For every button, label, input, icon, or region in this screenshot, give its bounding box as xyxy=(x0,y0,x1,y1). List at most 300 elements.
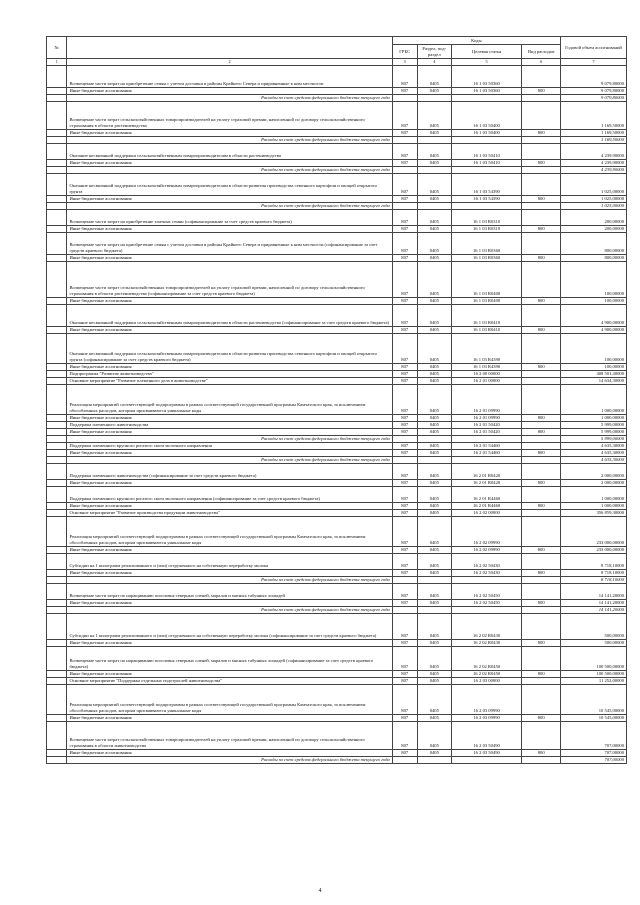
cell-vid xyxy=(522,334,561,364)
cell-vid xyxy=(522,487,561,503)
cell-vid xyxy=(522,577,561,584)
cell-razdel: 0405 xyxy=(417,327,451,334)
cell-no xyxy=(47,503,67,510)
table-row xyxy=(47,547,627,554)
cell-vid: 800 xyxy=(522,255,561,262)
cell-name: Оказание несвязанной поддержки сельскохозяйственным товаропроизводителям в области развития производства семенного картофеля и овощей открытого грунта xyxy=(67,174,392,196)
cell-sum: 14 141,20000 xyxy=(561,584,627,600)
cell-sum: 233 000,00000 xyxy=(561,547,627,554)
cell-sum: 500,00000 xyxy=(561,640,627,647)
cell-razdel: 0405 xyxy=(417,722,451,750)
cell-vid: 800 xyxy=(522,640,561,647)
cell-grbs xyxy=(392,167,417,174)
cell-name: Оказание несвязанной поддержки сельскохозяйственным товаропроизводителям в области растениеводства xyxy=(67,144,392,160)
cell-name: Расходы за счет средств федерального бюджета текущего года xyxy=(67,457,392,464)
table-row xyxy=(47,517,627,547)
cell-csr: 16 2 03 50490 xyxy=(451,722,522,750)
table-note-row xyxy=(47,167,627,174)
cell-csr: 16 2 02 09990 xyxy=(451,517,522,547)
cell-vid xyxy=(522,262,561,298)
cell-razdel: 0405 xyxy=(417,262,451,298)
cell-name: Расходы за счет средств федерального бюджета текущего года xyxy=(67,436,392,443)
cell-grbs: 807 xyxy=(392,570,417,577)
cell-csr: 16 2 01 54460 xyxy=(451,450,522,457)
cell-no xyxy=(47,647,67,671)
cell-csr: 16 2 02 09990 xyxy=(451,547,522,554)
cell-razdel: 0405 xyxy=(417,144,451,160)
table-row xyxy=(47,584,627,600)
cell-sum: 100,00000 xyxy=(561,262,627,298)
table-row xyxy=(47,685,627,715)
table-note-row xyxy=(47,757,627,764)
cell-grbs: 807 xyxy=(392,144,417,160)
cell-vid xyxy=(522,685,561,715)
table-row xyxy=(47,640,627,647)
cell-no xyxy=(47,364,67,371)
cell-name: Поддержка племенного животноводства (софинансирование за счет средств краевого бюджета) xyxy=(67,464,392,480)
cell-csr: 16 2 02 50450 xyxy=(451,584,522,600)
cell-sum: 2 000,00000 xyxy=(561,480,627,487)
table-row xyxy=(47,174,627,196)
cell-grbs: 807 xyxy=(392,66,417,88)
cell-csr xyxy=(451,457,522,464)
cell-grbs: 807 xyxy=(392,600,417,607)
cell-csr: 16 1 03 R0360 xyxy=(451,233,522,255)
cell-name: Иные бюджетные ассигнования xyxy=(67,429,392,436)
cell-sum: 8 718,10000 xyxy=(561,570,627,577)
cell-grbs xyxy=(392,577,417,584)
cell-name: Возмещение части затрат на приобретение семян с учетом доставки в районы Крайнего Севера и приравненные к ним местности xyxy=(67,66,392,88)
cell-grbs xyxy=(392,203,417,210)
cell-razdel: 0405 xyxy=(417,130,451,137)
cell-vid: 800 xyxy=(522,600,561,607)
cell-vid xyxy=(522,647,561,671)
table-row xyxy=(47,600,627,607)
table-row xyxy=(47,554,627,570)
cell-vid xyxy=(522,144,561,160)
table-row xyxy=(47,371,627,378)
cell-vid xyxy=(522,102,561,130)
cell-vid xyxy=(522,464,561,480)
cell-name: Возмещение части затрат сельскохозяйственных товаропроизводителей на уплату страховой премии, начисленной по договору сельскохозяйственного страхования в области растениеводства xyxy=(67,102,392,130)
cell-razdel xyxy=(417,167,451,174)
cell-razdel xyxy=(417,757,451,764)
cell-razdel: 0405 xyxy=(417,255,451,262)
cell-vid xyxy=(522,554,561,570)
cell-vid: 800 xyxy=(522,547,561,554)
table-row xyxy=(47,144,627,160)
cell-vid xyxy=(522,95,561,102)
cell-csr xyxy=(451,203,522,210)
budget-table xyxy=(46,36,627,764)
cell-grbs: 807 xyxy=(392,88,417,95)
cell-razdel: 0405 xyxy=(417,450,451,457)
cell-no xyxy=(47,88,67,95)
table-row xyxy=(47,722,627,750)
cell-csr: 16 2 02 50450 xyxy=(451,600,522,607)
cell-sum: 1 000,00000 xyxy=(561,385,627,415)
budget-sheet xyxy=(46,36,627,764)
table-row xyxy=(47,415,627,422)
cell-name: Иные бюджетные ассигнования xyxy=(67,327,392,334)
cell-name: Возмещение части затрат сельскохозяйственных товаропроизводителей на уплату страховой премии, начисленной по договору сельскохозяйственного страхования в области животноводства xyxy=(67,722,392,750)
cell-grbs: 807 xyxy=(392,722,417,750)
cell-no xyxy=(47,203,67,210)
cell-razdel: 0405 xyxy=(417,685,451,715)
cell-vid xyxy=(522,584,561,600)
cell-csr: 16 1 03 R4390 xyxy=(451,364,522,371)
cell-grbs: 807 xyxy=(392,298,417,305)
table-row xyxy=(47,503,627,510)
cell-sum: 707,00000 xyxy=(561,757,627,764)
cell-no xyxy=(47,554,67,570)
cell-vid xyxy=(522,167,561,174)
cell-csr xyxy=(451,577,522,584)
cell-razdel: 0405 xyxy=(417,305,451,327)
cell-grbs: 807 xyxy=(392,584,417,600)
cell-name: Реализация мероприятий соответствующей подпрограммы в рамках соответствующей государственной программы Камчатского края, за исключением обособленных расходов, которым присваиваются уникальные коды xyxy=(67,385,392,415)
cell-name: Оказание несвязанной поддержки сельскохозяйственным товаропроизводителям в области развития производства семенного картофеля и овощей открытого грунта (софинансирование за счет средств краевого бюджета) xyxy=(67,334,392,364)
cell-csr: 16 2 02 R0450 xyxy=(451,647,522,671)
table-row xyxy=(47,226,627,233)
cell-no xyxy=(47,102,67,130)
table-row xyxy=(47,364,627,371)
table-row xyxy=(47,678,627,685)
cell-grbs: 807 xyxy=(392,503,417,510)
cell-csr: 16 1 03 R0310 xyxy=(451,210,522,226)
cell-no xyxy=(47,678,67,685)
cell-razdel: 0405 xyxy=(417,647,451,671)
cell-vid: 800 xyxy=(522,327,561,334)
cell-no xyxy=(47,327,67,334)
cell-grbs: 807 xyxy=(392,385,417,415)
budget-rows xyxy=(47,66,627,764)
cell-no xyxy=(47,415,67,422)
cell-no xyxy=(47,334,67,364)
cell-sum: 4 900,00000 xyxy=(561,305,627,327)
cell-grbs: 807 xyxy=(392,487,417,503)
cell-razdel: 0405 xyxy=(417,334,451,364)
cell-csr xyxy=(451,95,522,102)
table-row xyxy=(47,750,627,757)
cell-name: Поддержка племенного крупного рогатого скота молочного направления (софинансирование за счет средств краевого бюджета) xyxy=(67,487,392,503)
cell-sum: 100,00000 xyxy=(561,334,627,364)
cell-razdel: 0405 xyxy=(417,570,451,577)
cell-no xyxy=(47,577,67,584)
cell-razdel xyxy=(417,203,451,210)
cell-csr: 16 2 00 00000 xyxy=(451,371,522,378)
cell-name: Иные бюджетные ассигнования xyxy=(67,503,392,510)
cell-razdel: 0405 xyxy=(417,503,451,510)
cell-no xyxy=(47,160,67,167)
cell-vid xyxy=(522,174,561,196)
cell-name: Расходы за счет средств федерального бюджета текущего года xyxy=(67,607,392,614)
cell-sum: 8 718,10000 xyxy=(561,577,627,584)
cell-vid: 800 xyxy=(522,671,561,678)
cell-csr: 16 1 03 R0400 xyxy=(451,298,522,305)
cell-razdel: 0405 xyxy=(417,443,451,450)
cell-csr: 16 2 02 R0430 xyxy=(451,614,522,640)
cell-vid xyxy=(522,457,561,464)
cell-name: Расходы за счет средств федерального бюджета текущего года xyxy=(67,577,392,584)
cell-csr: 16 2 01 R4460 xyxy=(451,487,522,503)
cell-name: Иные бюджетные ассигнования xyxy=(67,364,392,371)
cell-no xyxy=(47,210,67,226)
cell-grbs: 807 xyxy=(392,450,417,457)
cell-no xyxy=(47,422,67,429)
cell-sum: 4 239,90000 xyxy=(561,167,627,174)
cell-vid xyxy=(522,378,561,385)
cell-grbs: 807 xyxy=(392,614,417,640)
table-row xyxy=(47,429,627,436)
cell-no xyxy=(47,517,67,547)
cell-sum: 100,00000 xyxy=(561,298,627,305)
cell-no xyxy=(47,443,67,450)
cell-no xyxy=(47,750,67,757)
cell-vid xyxy=(522,203,561,210)
cell-name: Поддержка племенного крупного рогатого скота молочного направления xyxy=(67,443,392,450)
cell-name: Субсидии на 1 килограмм реализованного и (или) отгруженного на собственную переработку молока xyxy=(67,554,392,570)
cell-vid xyxy=(522,210,561,226)
cell-grbs: 807 xyxy=(392,443,417,450)
cell-csr: 16 2 03 50490 xyxy=(451,750,522,757)
cell-name: Расходы за счет средств федерального бюджета текущего года xyxy=(67,95,392,102)
header-index: 2 xyxy=(67,59,392,66)
cell-razdel: 0405 xyxy=(417,88,451,95)
cell-csr: 16 1 03 R0410 xyxy=(451,305,522,327)
cell-sum: 14 141,20000 xyxy=(561,600,627,607)
table-note-row xyxy=(47,577,627,584)
cell-no xyxy=(47,450,67,457)
cell-csr: 16 1 03 R0310 xyxy=(451,226,522,233)
cell-no xyxy=(47,262,67,298)
cell-name: Иные бюджетные ассигнования xyxy=(67,715,392,722)
cell-no xyxy=(47,480,67,487)
cell-csr xyxy=(451,137,522,144)
cell-vid: 800 xyxy=(522,750,561,757)
cell-name: Иные бюджетные ассигнования xyxy=(67,160,392,167)
header-index: 3 xyxy=(392,59,417,66)
cell-grbs xyxy=(392,607,417,614)
cell-sum: 100 500,00000 xyxy=(561,671,627,678)
cell-razdel: 0405 xyxy=(417,102,451,130)
cell-grbs: 807 xyxy=(392,262,417,298)
cell-sum: 11 252,00000 xyxy=(561,678,627,685)
cell-razdel: 0405 xyxy=(417,378,451,385)
cell-name: Возмещение части затрат сельскохозяйственных товаропроизводителей на уплату страховой премии, начисленной по договору сельскохозяйственного страхования в области растениеводства (софинансирование за счет средств краевого бюджета) xyxy=(67,262,392,298)
cell-grbs xyxy=(392,457,417,464)
cell-razdel: 0405 xyxy=(417,480,451,487)
cell-vid: 800 xyxy=(522,298,561,305)
cell-vid: 800 xyxy=(522,429,561,436)
cell-sum: 10 545,00000 xyxy=(561,715,627,722)
table-row xyxy=(47,327,627,334)
cell-vid xyxy=(522,614,561,640)
cell-vid xyxy=(522,678,561,685)
cell-csr: 16 1 03 R0410 xyxy=(451,327,522,334)
cell-csr: 16 2 01 50420 xyxy=(451,422,522,429)
cell-csr: 16 1 03 50400 xyxy=(451,130,522,137)
cell-csr: 16 1 03 50410 xyxy=(451,144,522,160)
cell-vid xyxy=(522,607,561,614)
cell-grbs: 807 xyxy=(392,415,417,422)
cell-sum: 800,00000 xyxy=(561,233,627,255)
cell-sum: 1 025,00000 xyxy=(561,203,627,210)
table-note-row xyxy=(47,457,627,464)
cell-sum: 9 079,80000 xyxy=(561,88,627,95)
cell-razdel xyxy=(417,457,451,464)
cell-name: Иные бюджетные ассигнования xyxy=(67,547,392,554)
cell-name: Иные бюджетные ассигнования xyxy=(67,750,392,757)
cell-name: Расходы за счет средств федерального бюджета текущего года xyxy=(67,137,392,144)
cell-csr xyxy=(451,757,522,764)
cell-csr: 16 2 01 54460 xyxy=(451,443,522,450)
cell-vid xyxy=(522,436,561,443)
table-note-row xyxy=(47,137,627,144)
cell-no xyxy=(47,167,67,174)
header-no: № xyxy=(47,37,67,59)
cell-razdel: 0405 xyxy=(417,510,451,517)
cell-razdel: 0405 xyxy=(417,422,451,429)
cell-razdel xyxy=(417,95,451,102)
header-index-row xyxy=(47,59,627,66)
cell-vid xyxy=(522,722,561,750)
cell-grbs: 807 xyxy=(392,464,417,480)
cell-razdel xyxy=(417,607,451,614)
cell-grbs: 807 xyxy=(392,547,417,554)
cell-sum: 707,00000 xyxy=(561,722,627,750)
cell-vid xyxy=(522,371,561,378)
cell-vid xyxy=(522,137,561,144)
cell-name: Иные бюджетные ассигнования xyxy=(67,255,392,262)
cell-name: Иные бюджетные ассигнования xyxy=(67,88,392,95)
table-row xyxy=(47,233,627,255)
cell-csr xyxy=(451,436,522,443)
cell-grbs: 807 xyxy=(392,685,417,715)
header-codes: Коды xyxy=(392,37,560,45)
cell-razdel: 0405 xyxy=(417,196,451,203)
cell-name: Иные бюджетные ассигнования xyxy=(67,450,392,457)
table-row xyxy=(47,385,627,415)
cell-csr: 16 2 01 R4460 xyxy=(451,503,522,510)
cell-name: Основное мероприятие "Развитие производства продукции животноводства" xyxy=(67,510,392,517)
cell-vid: 800 xyxy=(522,450,561,457)
cell-no xyxy=(47,570,67,577)
cell-name: Иные бюджетные ассигнования xyxy=(67,196,392,203)
table-note-row xyxy=(47,436,627,443)
cell-name: Возмещение части затрат по наращиванию поголовья северных оленей, маралов и мясных табунных лошадей (софинансирование за счет средств краевого бюджета) xyxy=(67,647,392,671)
cell-sum: 1 169,50000 xyxy=(561,102,627,130)
cell-vid xyxy=(522,443,561,450)
cell-grbs: 807 xyxy=(392,130,417,137)
cell-razdel: 0405 xyxy=(417,464,451,480)
cell-csr: 16 2 03 00000 xyxy=(451,678,522,685)
cell-sum: 800,00000 xyxy=(561,255,627,262)
cell-name: Расходы за счет средств федерального бюджета текущего года xyxy=(67,167,392,174)
table-row xyxy=(47,255,627,262)
cell-grbs: 807 xyxy=(392,647,417,671)
cell-vid xyxy=(522,422,561,429)
cell-no xyxy=(47,255,67,262)
cell-sum: 500,00000 xyxy=(561,614,627,640)
cell-vid xyxy=(522,66,561,88)
cell-name: Оказание несвязанной поддержки сельскохозяйственным товаропроизводителям в области растениеводства (софинансирование за счет средств краевого бюджета) xyxy=(67,305,392,327)
cell-sum: 5 999,00000 xyxy=(561,429,627,436)
cell-sum: 5 999,00000 xyxy=(561,422,627,429)
cell-sum: 200,00000 xyxy=(561,210,627,226)
cell-razdel: 0405 xyxy=(417,750,451,757)
cell-name: Иные бюджетные ассигнования xyxy=(67,226,392,233)
cell-csr: 16 1 03 50360 xyxy=(451,66,522,88)
table-row xyxy=(47,196,627,203)
cell-razdel: 0405 xyxy=(417,66,451,88)
cell-grbs: 807 xyxy=(392,422,417,429)
cell-no xyxy=(47,66,67,88)
cell-razdel: 0405 xyxy=(417,671,451,678)
table-row xyxy=(47,298,627,305)
cell-grbs: 807 xyxy=(392,671,417,678)
cell-csr: 16 2 02 50430 xyxy=(451,570,522,577)
cell-csr xyxy=(451,607,522,614)
cell-sum: 2 000,00000 xyxy=(561,464,627,480)
cell-csr: 16 1 03 54390 xyxy=(451,174,522,196)
cell-razdel: 0405 xyxy=(417,584,451,600)
cell-sum: 14 141,20000 xyxy=(561,607,627,614)
header-grbs: ГРБС xyxy=(392,45,417,59)
header-name xyxy=(67,37,392,59)
cell-csr: 16 2 03 09990 xyxy=(451,715,522,722)
header-index: 6 xyxy=(522,59,561,66)
table-row xyxy=(47,305,627,327)
cell-sum: 1 169,50000 xyxy=(561,137,627,144)
cell-csr: 16 2 01 R0420 xyxy=(451,480,522,487)
cell-vid: 800 xyxy=(522,715,561,722)
table-row xyxy=(47,102,627,130)
cell-grbs xyxy=(392,137,417,144)
cell-grbs xyxy=(392,436,417,443)
cell-name: Основное мероприятие "Поддержка отдельных подотраслей животноводства" xyxy=(67,678,392,685)
cell-vid: 800 xyxy=(522,480,561,487)
cell-csr: 16 1 03 R4390 xyxy=(451,334,522,364)
cell-name: Реализация мероприятий соответствующей подпрограммы в рамках соответствующей государственной программы Камчатского края, за исключением обособленных расходов, которым присваиваются уникальные коды xyxy=(67,517,392,547)
cell-name: Расходы за счет средств федерального бюджета текущего года xyxy=(67,203,392,210)
table-row xyxy=(47,647,627,671)
table-row xyxy=(47,378,627,385)
cell-no xyxy=(47,464,67,480)
cell-sum: 1 025,00000 xyxy=(561,174,627,196)
cell-razdel: 0405 xyxy=(417,210,451,226)
cell-name: Иные бюджетные ассигнования xyxy=(67,480,392,487)
cell-grbs: 807 xyxy=(392,429,417,436)
cell-grbs xyxy=(392,757,417,764)
cell-grbs: 807 xyxy=(392,715,417,722)
cell-sum: 1 000,00000 xyxy=(561,487,627,503)
cell-sum: 9 079,80000 xyxy=(561,95,627,102)
cell-csr: 16 2 03 09990 xyxy=(451,685,522,715)
cell-no xyxy=(47,196,67,203)
table-row xyxy=(47,450,627,457)
header-index: 7 xyxy=(561,59,627,66)
cell-vid xyxy=(522,305,561,327)
cell-razdel xyxy=(417,436,451,443)
cell-no xyxy=(47,457,67,464)
cell-no xyxy=(47,436,67,443)
cell-csr: 16 1 03 50360 xyxy=(451,88,522,95)
cell-csr: 16 2 01 09990 xyxy=(451,415,522,422)
cell-no xyxy=(47,385,67,415)
cell-sum: 356 859,30000 xyxy=(561,510,627,517)
cell-no xyxy=(47,95,67,102)
